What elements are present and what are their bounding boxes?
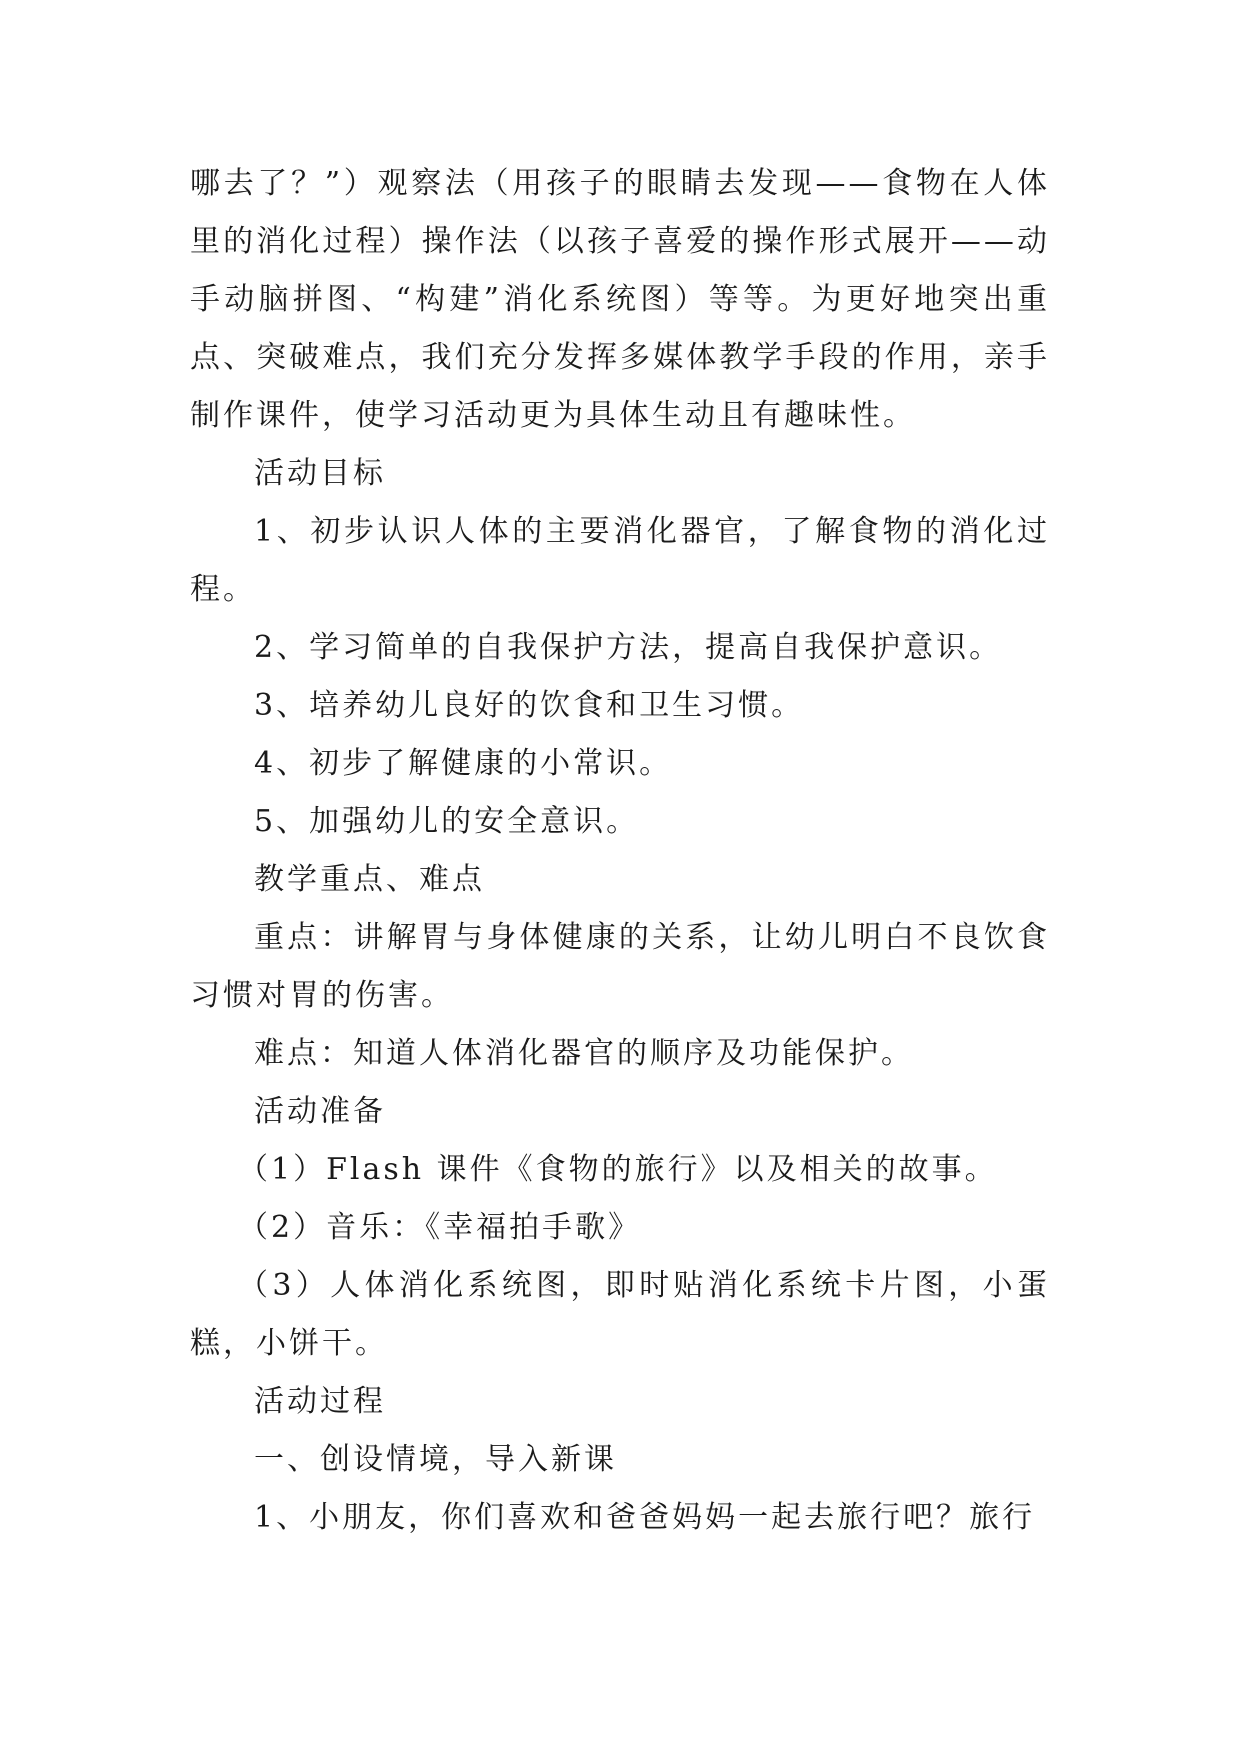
- process-step-1-heading: 一、创设情境，导入新课: [254, 1442, 617, 1477]
- paragraph-intro-continued: 哪去了？”）观察法（用孩子的眼睛去发现——食物在人体里的消化过程）操作法（以孩子喜爱的操作形式展开——动手动脑拼图、“构建”消化系统图）等等。为更好地突出重点、突破难点，我们充分发挥多媒体教学手段的作用，亲手制作课件，使学习活动更为具体生动且有趣味性。: [190, 166, 1050, 433]
- heading-activity-goals: 活动目标: [254, 456, 386, 491]
- heading-key-points: 教学重点、难点: [254, 862, 485, 897]
- heading-process: 活动过程: [254, 1384, 386, 1419]
- document-body: [190, 155, 1050, 1547]
- goal-item-1: 1、初步认识人体的主要消化器官，了解食物的消化过程。: [190, 514, 1050, 607]
- preparation-item-2: （2）音乐：《幸福拍手歌》: [238, 1210, 642, 1245]
- preparation-item-3: （3）人体消化系统图，即时贴消化系统卡片图，小蛋糕，小饼干。: [190, 1268, 1050, 1361]
- goal-item-5: 5、加强幼儿的安全意识。: [254, 804, 640, 839]
- heading-preparation: 活动准备: [254, 1094, 386, 1129]
- preparation-item-1: （1）Flash 课件《食物的旅行》以及相关的故事。: [238, 1152, 998, 1187]
- goal-item-3: 3、培养幼儿良好的饮食和卫生习惯。: [254, 688, 805, 723]
- key-point: 重点：讲解胃与身体健康的关系，让幼儿明白不良饮食习惯对胃的伤害。: [190, 920, 1050, 1013]
- difficult-point: 难点：知道人体消化器官的顺序及功能保护。: [254, 1036, 914, 1071]
- goal-item-2: 2、学习简单的自我保护方法，提高自我保护意识。: [254, 630, 1003, 665]
- goal-item-4: 4、初步了解健康的小常识。: [254, 746, 673, 781]
- process-step-1-text: 1、小朋友，你们喜欢和爸爸妈妈一起去旅行吧？旅行: [254, 1500, 1036, 1535]
